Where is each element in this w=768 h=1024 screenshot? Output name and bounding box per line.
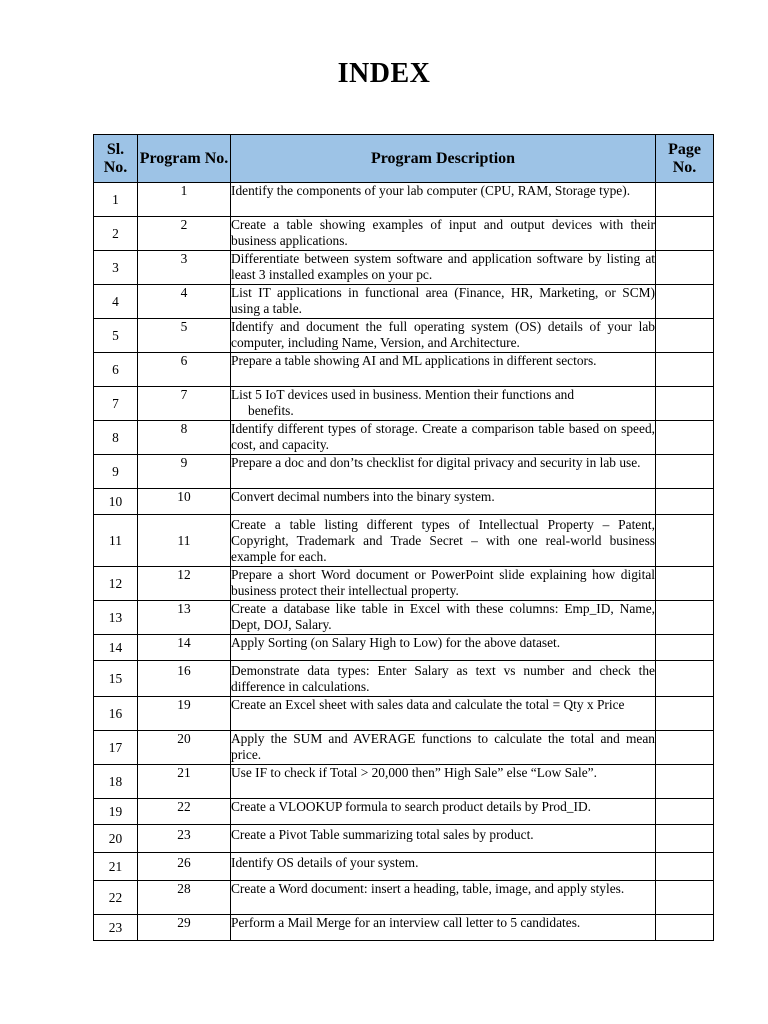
table-row	[94, 799, 714, 825]
sl-no-cell: 4	[94, 285, 138, 319]
table-row	[94, 251, 714, 285]
description-cell: Identify OS details of your system.	[231, 853, 656, 881]
description-cell: Convert decimal numbers into the binary system.	[231, 489, 656, 515]
sl-no-cell: 11	[94, 515, 138, 567]
table-row	[94, 825, 714, 853]
description-cell: Identify and document the full operating system (OS) details of your lab computer, including Name, Version, and Architecture.	[231, 319, 656, 353]
table-row	[94, 697, 714, 731]
sl-no-cell: 13	[94, 601, 138, 635]
index-table	[93, 134, 714, 941]
table-row	[94, 853, 714, 881]
table-row	[94, 319, 714, 353]
description-line-continued: benefits.	[248, 403, 294, 418]
table-row	[94, 765, 714, 799]
page-no-cell	[656, 601, 714, 635]
description-cell: Prepare a short Word document or PowerPoint slide explaining how digital business protect their intellectual property.	[231, 567, 656, 601]
table-row	[94, 285, 714, 319]
table-row	[94, 489, 714, 515]
page-no-cell	[656, 853, 714, 881]
program-no-cell: 28	[138, 881, 231, 915]
page-no-cell	[656, 319, 714, 353]
sl-no-cell: 12	[94, 567, 138, 601]
program-no-cell: 22	[138, 799, 231, 825]
table-row	[94, 601, 714, 635]
sl-no-cell: 1	[94, 183, 138, 217]
program-no-cell: 16	[138, 661, 231, 697]
program-no-cell: 6	[138, 353, 231, 387]
program-no-cell: 14	[138, 635, 231, 661]
sl-no-cell: 15	[94, 661, 138, 697]
sl-no-cell: 7	[94, 387, 138, 421]
program-no-cell: 2	[138, 217, 231, 251]
description-cell: Perform a Mail Merge for an interview call letter to 5 candidates.	[231, 915, 656, 941]
table-row	[94, 353, 714, 387]
page-no-cell	[656, 881, 714, 915]
sl-no-cell: 17	[94, 731, 138, 765]
table-row	[94, 217, 714, 251]
sl-no-cell: 22	[94, 881, 138, 915]
page-no-cell	[656, 697, 714, 731]
sl-no-cell: 20	[94, 825, 138, 853]
description-cell: Apply the SUM and AVERAGE functions to calculate the total and mean price.	[231, 731, 656, 765]
header-program-no: Program No.	[138, 135, 231, 183]
sl-no-cell: 2	[94, 217, 138, 251]
program-no-cell: 13	[138, 601, 231, 635]
header-sl-no: Sl. No.	[94, 135, 138, 183]
page-no-cell	[656, 353, 714, 387]
page-no-cell	[656, 635, 714, 661]
description-line: List 5 IoT devices used in business. Mention their functions and	[231, 387, 575, 402]
sl-no-cell: 5	[94, 319, 138, 353]
description-cell: Create a table showing examples of input and output devices with their business applications.	[231, 217, 656, 251]
page-no-cell	[656, 183, 714, 217]
description-cell: Prepare a table showing AI and ML applications in different sectors.	[231, 353, 656, 387]
sl-no-cell: 16	[94, 697, 138, 731]
description-cell: Create a VLOOKUP formula to search product details by Prod_ID.	[231, 799, 656, 825]
page-no-cell	[656, 765, 714, 799]
program-no-cell: 19	[138, 697, 231, 731]
page-no-cell	[656, 285, 714, 319]
sl-no-cell: 21	[94, 853, 138, 881]
program-no-cell: 7	[138, 387, 231, 421]
program-no-cell: 23	[138, 825, 231, 853]
description-cell: Create a database like table in Excel with these columns: Emp_ID, Name, Dept, DOJ, Salary.	[231, 601, 656, 635]
program-no-cell: 8	[138, 421, 231, 455]
header-page-no: Page No.	[656, 135, 714, 183]
description-cell: Identify different types of storage. Create a comparison table based on speed, cost, and capacity.	[231, 421, 656, 455]
description-cell: Create a Word document: insert a heading, table, image, and apply styles.	[231, 881, 656, 915]
sl-no-cell: 23	[94, 915, 138, 941]
table-row	[94, 567, 714, 601]
program-no-cell: 4	[138, 285, 231, 319]
page-no-cell	[656, 455, 714, 489]
program-no-cell: 9	[138, 455, 231, 489]
table-row	[94, 915, 714, 941]
program-no-cell: 12	[138, 567, 231, 601]
description-cell: Create a Pivot Table summarizing total sales by product.	[231, 825, 656, 853]
page-no-cell	[656, 731, 714, 765]
page-no-cell	[656, 421, 714, 455]
sl-no-cell: 18	[94, 765, 138, 799]
description-cell: Use IF to check if Total > 20,000 then” High Sale” else “Low Sale”.	[231, 765, 656, 799]
program-no-cell: 20	[138, 731, 231, 765]
table-row	[94, 731, 714, 765]
description-cell: Identify the components of your lab computer (CPU, RAM, Storage type).	[231, 183, 656, 217]
table-row	[94, 421, 714, 455]
table-row	[94, 881, 714, 915]
page-title: INDEX	[337, 58, 431, 89]
table-row	[94, 455, 714, 489]
table-row	[94, 387, 714, 421]
page-no-cell	[656, 661, 714, 697]
page-no-cell	[656, 825, 714, 853]
table-header-row	[94, 135, 714, 183]
page-no-cell	[656, 915, 714, 941]
table-row	[94, 661, 714, 697]
sl-no-cell: 6	[94, 353, 138, 387]
page-no-cell	[656, 251, 714, 285]
program-no-cell: 11	[138, 515, 231, 567]
page-no-cell	[656, 489, 714, 515]
table-row	[94, 183, 714, 217]
page-no-cell	[656, 387, 714, 421]
sl-no-cell: 14	[94, 635, 138, 661]
description-cell	[231, 387, 656, 421]
program-no-cell: 26	[138, 853, 231, 881]
program-no-cell: 21	[138, 765, 231, 799]
description-cell: Differentiate between system software and application software by listing at least 3 installed examples on your pc.	[231, 251, 656, 285]
sl-no-cell: 10	[94, 489, 138, 515]
program-no-cell: 1	[138, 183, 231, 217]
program-no-cell: 10	[138, 489, 231, 515]
table-row	[94, 635, 714, 661]
program-no-cell: 5	[138, 319, 231, 353]
sl-no-cell: 9	[94, 455, 138, 489]
program-no-cell: 3	[138, 251, 231, 285]
description-cell: Create an Excel sheet with sales data and calculate the total = Qty x Price	[231, 697, 656, 731]
description-cell: Demonstrate data types: Enter Salary as text vs number and check the difference in calculations.	[231, 661, 656, 697]
sl-no-cell: 19	[94, 799, 138, 825]
description-cell: Apply Sorting (on Salary High to Low) for the above dataset.	[231, 635, 656, 661]
description-cell: Prepare a doc and don’ts checklist for digital privacy and security in lab use.	[231, 455, 656, 489]
page-no-cell	[656, 217, 714, 251]
program-no-cell: 29	[138, 915, 231, 941]
page-no-cell	[656, 515, 714, 567]
description-cell: List IT applications in functional area (Finance, HR, Marketing, or SCM) using a table.	[231, 285, 656, 319]
sl-no-cell: 3	[94, 251, 138, 285]
description-cell: Create a table listing different types of Intellectual Property – Patent, Copyright, Trademark and Trade Secret – with one real-world business example for each.	[231, 515, 656, 567]
page-no-cell	[656, 799, 714, 825]
table-row	[94, 515, 714, 567]
sl-no-cell: 8	[94, 421, 138, 455]
page-no-cell	[656, 567, 714, 601]
header-program-description: Program Description	[231, 135, 656, 183]
